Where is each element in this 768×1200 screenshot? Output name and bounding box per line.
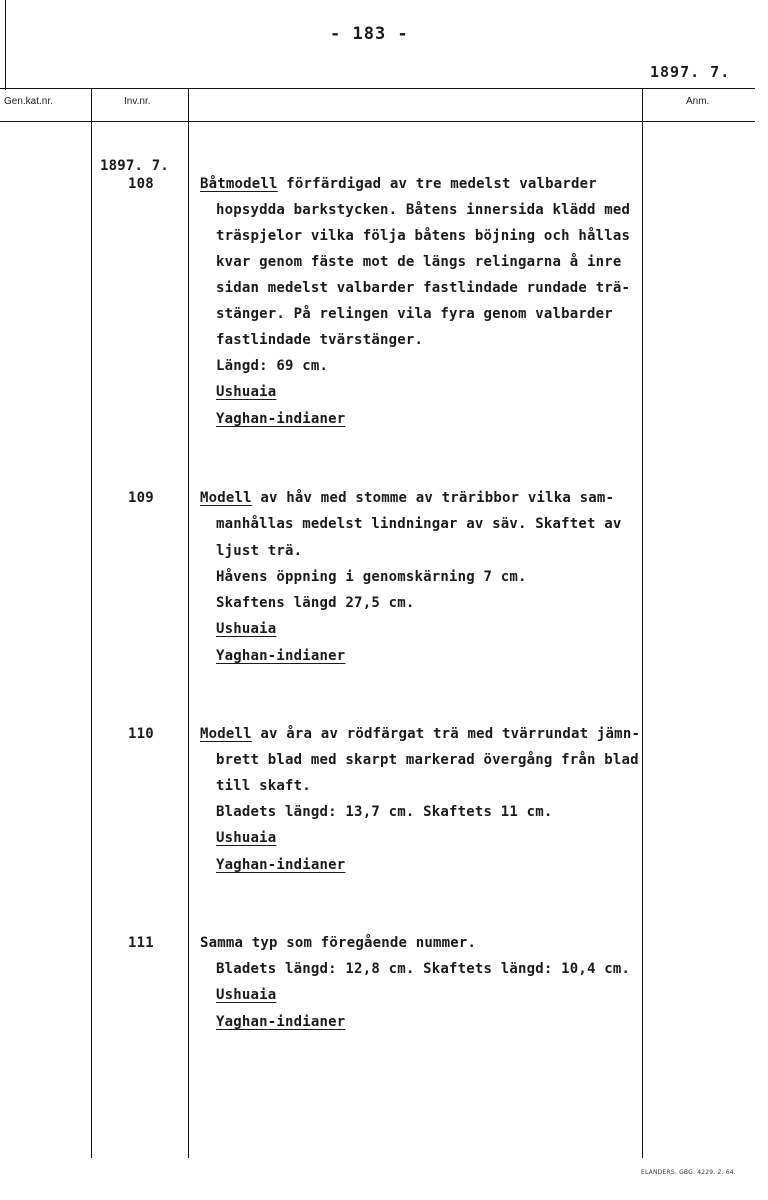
entry-first-line-rest: av åra av rödfärgat trä med tvärrundat jämn- [251, 726, 641, 742]
column-header-gen-kat-nr: Gen.kat.nr. [4, 96, 53, 107]
column-divider-inv [91, 88, 92, 1158]
entry-line: Bladets längd: 12,8 cm. Skaftets längd: 10,4 cm. [216, 961, 631, 977]
printer-mark: ELANDERS. GBG. 4229. 2. 64. [641, 1169, 736, 1176]
entry-line: ljust trä. [216, 543, 303, 559]
entry-line: träspjelor vilka följa båtens böjning och hållas [216, 228, 631, 244]
entry-people: Yaghan-indianer [216, 648, 346, 664]
page-number: - 183 - [330, 24, 409, 44]
entry-line: stänger. På relingen vila fyra genom valbarder [216, 306, 613, 322]
entry-number: 111 [128, 935, 154, 951]
entry-people: Yaghan-indianer [216, 411, 346, 427]
entry-line: sidan medelst valbarder fastlindade rundade trä- [216, 280, 631, 296]
column-divider-text [188, 88, 189, 1158]
entry-heading: Båtmodell [200, 176, 278, 192]
entry-line: Skaftens längd 27,5 cm. [216, 595, 415, 611]
entry-line: Längd: 69 cm. [216, 358, 329, 374]
year-header: 1897. 7. [650, 63, 731, 81]
entry-line: till skaft. [216, 778, 311, 794]
entry-line: manhållas medelst lindningar av säv. Skaftet av [216, 516, 622, 532]
column-divider-anm [642, 88, 643, 1158]
entry-first-line [200, 176, 597, 192]
entry-people: Yaghan-indianer [216, 857, 346, 873]
entry-place: Ushuaia [216, 384, 277, 400]
entry-first-line [200, 490, 614, 506]
entry-line: Bladets längd: 13,7 cm. Skaftets 11 cm. [216, 804, 553, 820]
column-header-anm: Anm. [686, 96, 710, 107]
entry-line: hopsydda barkstycken. Båtens innersida klädd med [216, 202, 631, 218]
entry-line: Håvens öppning i genomskärning 7 cm. [216, 569, 527, 585]
entry-line: fastlindade tvärstänger. [216, 332, 424, 348]
entry-place: Ushuaia [216, 830, 277, 846]
entry-first-line [200, 935, 476, 951]
entry-first-line-rest: förfärdigad av tre medelst valbarder [277, 176, 597, 192]
entry-first-line [200, 726, 640, 742]
entry-people: Yaghan-indianer [216, 1014, 346, 1030]
entry-heading: Modell [200, 726, 252, 742]
entry-year-prefix: 1897. 7. [100, 158, 170, 174]
entry-heading: Samma typ som föregående nummer. [200, 935, 477, 951]
left-margin-rule [5, 0, 6, 90]
entry-line: brett blad med skarpt markerad övergång från blad [216, 752, 639, 768]
column-header-inv-nr: Inv.nr. [124, 96, 151, 107]
entry-number: 108 [128, 176, 154, 192]
entry-place: Ushuaia [216, 621, 277, 637]
entry-place: Ushuaia [216, 987, 277, 1003]
entry-number: 109 [128, 490, 154, 506]
entry-number: 110 [128, 726, 154, 742]
entry-line: kvar genom fäste mot de längs relingarna å inre [216, 254, 622, 270]
entry-first-line-rest: av håv med stomme av träribbor vilka sam- [251, 490, 615, 506]
entry-heading: Modell [200, 490, 252, 506]
